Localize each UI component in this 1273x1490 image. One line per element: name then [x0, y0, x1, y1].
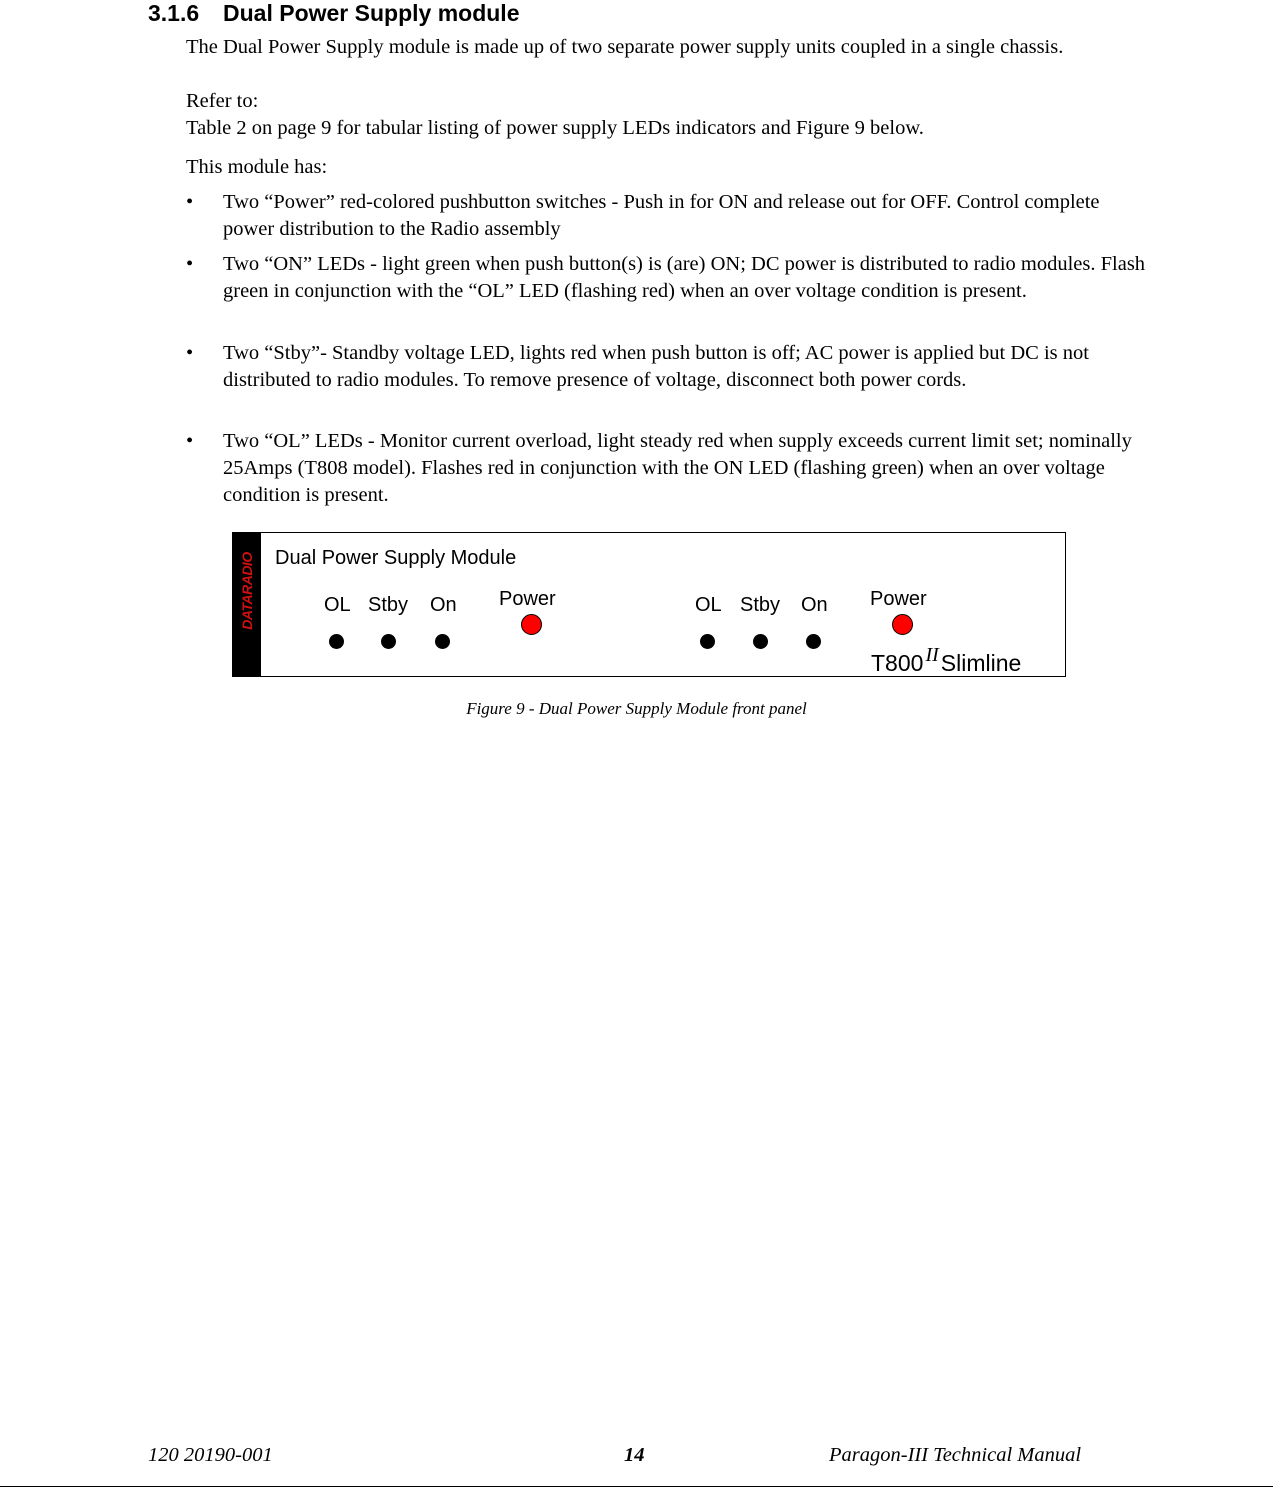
table-reference: Table 2 on page 9 for tabular listing of power supply LEDs indicators and Figure 9 below.	[186, 117, 924, 139]
left-ol-label: OL	[324, 594, 351, 616]
bullet-marker: •	[186, 191, 194, 213]
brand-strip	[233, 533, 261, 676]
module-has-label: This module has:	[186, 156, 328, 178]
model-numeral: II	[925, 644, 939, 666]
right-on-led	[806, 634, 821, 649]
right-ol-led	[700, 634, 715, 649]
bullet-marker: •	[186, 253, 194, 275]
left-stby-label: Stby	[368, 594, 409, 616]
right-stby-label: Stby	[740, 594, 781, 616]
bullet-text: Two “Stby”- Standby voltage LED, lights red when push button is off; AC power is applied but DC is not distributed to radio modules. To remove presence of voltage, disconnect both power cords.	[223, 342, 1089, 391]
section-title: Dual Power Supply module	[223, 0, 520, 26]
right-stby-led	[753, 634, 768, 649]
model-suffix: Slimline	[940, 650, 1022, 676]
left-on-label: On	[430, 594, 457, 616]
model-label	[871, 644, 1022, 677]
bullet-stby-led	[186, 340, 1146, 394]
refer-label: Refer to:	[186, 90, 259, 112]
right-power-button[interactable]	[892, 614, 913, 635]
bullet-text: Two “Power” red-colored pushbutton switches - Push in for ON and release out for OFF. Control complete power distribution to the Radio assembly	[223, 191, 1100, 240]
left-power-label: Power	[499, 588, 556, 610]
model-prefix: T800	[871, 650, 924, 676]
footer-page-number: 14	[624, 1444, 645, 1466]
footer-rule	[0, 1486, 1273, 1487]
footer-manual-title: Paragon-III Technical Manual	[829, 1444, 1082, 1466]
bullet-text: Two “OL” LEDs - Monitor current overload, light steady red when supply exceeds current limit set; nominally 25Amps (T808 model). Flashes red in conjunction with the ON LED (flashing green) when an over voltage condition is present.	[223, 430, 1132, 506]
right-on-label: On	[801, 594, 828, 616]
bullet-power-switch	[186, 189, 1146, 243]
bullet-marker: •	[186, 342, 194, 364]
left-on-led	[435, 634, 450, 649]
left-stby-led	[381, 634, 396, 649]
figure-caption: Figure 9 - Dual Power Supply Module front panel	[466, 699, 807, 718]
section-number: 3.1.6	[148, 0, 200, 26]
right-ol-label: OL	[695, 594, 722, 616]
left-power-button[interactable]	[521, 614, 542, 635]
right-power-label: Power	[870, 588, 927, 610]
intro-paragraph: The Dual Power Supply module is made up of two separate power supply units coupled in a single chassis.	[186, 36, 1064, 58]
brand-logo: DATARADIO	[239, 552, 255, 630]
dual-power-supply-front-panel	[232, 532, 1066, 677]
left-ol-led	[329, 634, 344, 649]
bullet-marker: •	[186, 430, 194, 452]
bullet-on-led	[186, 251, 1146, 305]
panel-title: Dual Power Supply Module	[275, 547, 517, 569]
bullet-ol-led	[186, 428, 1146, 509]
footer-doc-number: 120 20190-001	[148, 1444, 273, 1466]
bullet-text: Two “ON” LEDs - light green when push button(s) is (are) ON; DC power is distributed to radio modules. Flash green in conjunction with the “OL” LED (flashing red) when an over voltage condition is present.	[223, 253, 1146, 302]
section-heading	[148, 0, 519, 26]
